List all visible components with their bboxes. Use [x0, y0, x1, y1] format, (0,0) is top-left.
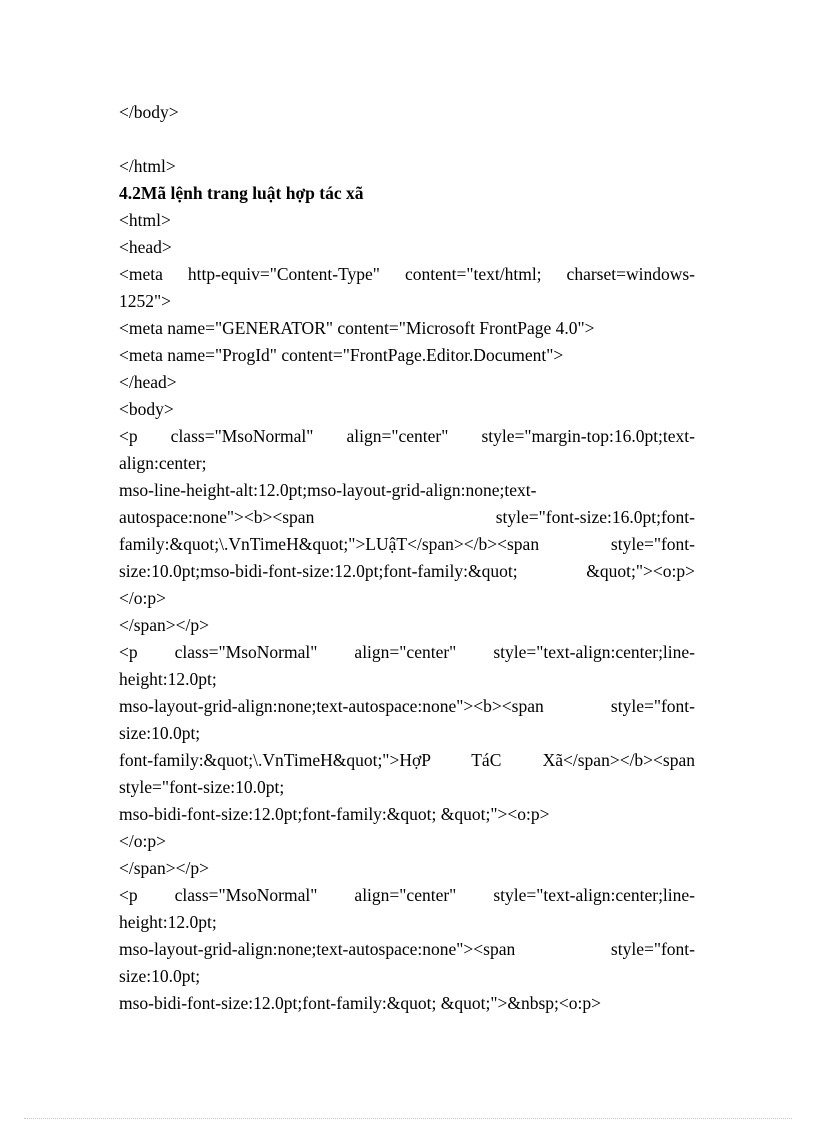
text-line: family:&quot;\.VnTimeH&quot;">LUậT</span></b><span style="font- — [119, 534, 695, 554]
text-line: </o:p> — [119, 831, 166, 851]
text-line: mso-bidi-font-size:12.0pt;font-family:&quot; &quot;"><o:p> — [119, 804, 550, 824]
text-line: size:10.0pt; — [119, 723, 201, 743]
text-line: mso-layout-grid-align:none;text-autospace:none"><span style="font- — [119, 939, 695, 959]
text-line: size:10.0pt; — [119, 966, 201, 986]
text-line: 1252"> — [119, 291, 172, 311]
text-line: mso-layout-grid-align:none;text-autospace:none"><b><span style="font- — [119, 696, 695, 716]
text-line: <head> — [119, 237, 172, 257]
text-line: <meta name="ProgId" content="FrontPage.Editor.Document"> — [119, 345, 564, 365]
text-line: <meta name="GENERATOR" content="Microsoft FrontPage 4.0"> — [119, 318, 595, 338]
text-line: <body> — [119, 399, 174, 419]
text-line: </span></p> — [119, 858, 210, 878]
blank-line — [119, 126, 695, 153]
text-line: </head> — [119, 372, 177, 392]
text-line: mso-line-height-alt:12.0pt;mso-layout-grid-align:none;text- — [119, 480, 537, 500]
text-line: <p class="MsoNormal" align="center" style="text-align:center;line- — [119, 885, 695, 905]
text-line: <p class="MsoNormal" align="center" style="text-align:center;line- — [119, 642, 695, 662]
document-page — [119, 99, 695, 1017]
text-line: mso-bidi-font-size:12.0pt;font-family:&quot; &quot;">&nbsp;<o:p> — [119, 993, 601, 1013]
text-line: <meta http-equiv="Content-Type" content="text/html; charset=windows- — [119, 264, 695, 284]
page-bottom-rule — [24, 1118, 792, 1119]
text-line: </html> — [119, 156, 176, 176]
text-line: height:12.0pt; — [119, 669, 217, 689]
text-line: height:12.0pt; — [119, 912, 217, 932]
text-line: </o:p> — [119, 588, 166, 608]
text-line: <html> — [119, 210, 171, 230]
text-line: autospace:none"><b><span style="font-size:16.0pt;font- — [119, 507, 695, 527]
text-line: </span></p> — [119, 615, 210, 635]
text-line: </body> — [119, 102, 179, 122]
text-line: <p class="MsoNormal" align="center" style="margin-top:16.0pt;text- — [119, 426, 695, 446]
text-line: font-family:&quot;\.VnTimeH&quot;">HợP TáC Xã</span></b><span — [119, 750, 695, 770]
text-line: align:center; — [119, 453, 207, 473]
text-line: size:10.0pt;mso-bidi-font-size:12.0pt;font-family:&quot; &quot;"><o:p> — [119, 561, 695, 581]
section-heading: 4.2Mã lệnh trang luật hợp tác xã — [119, 183, 364, 203]
text-line: style="font-size:10.0pt; — [119, 777, 285, 797]
